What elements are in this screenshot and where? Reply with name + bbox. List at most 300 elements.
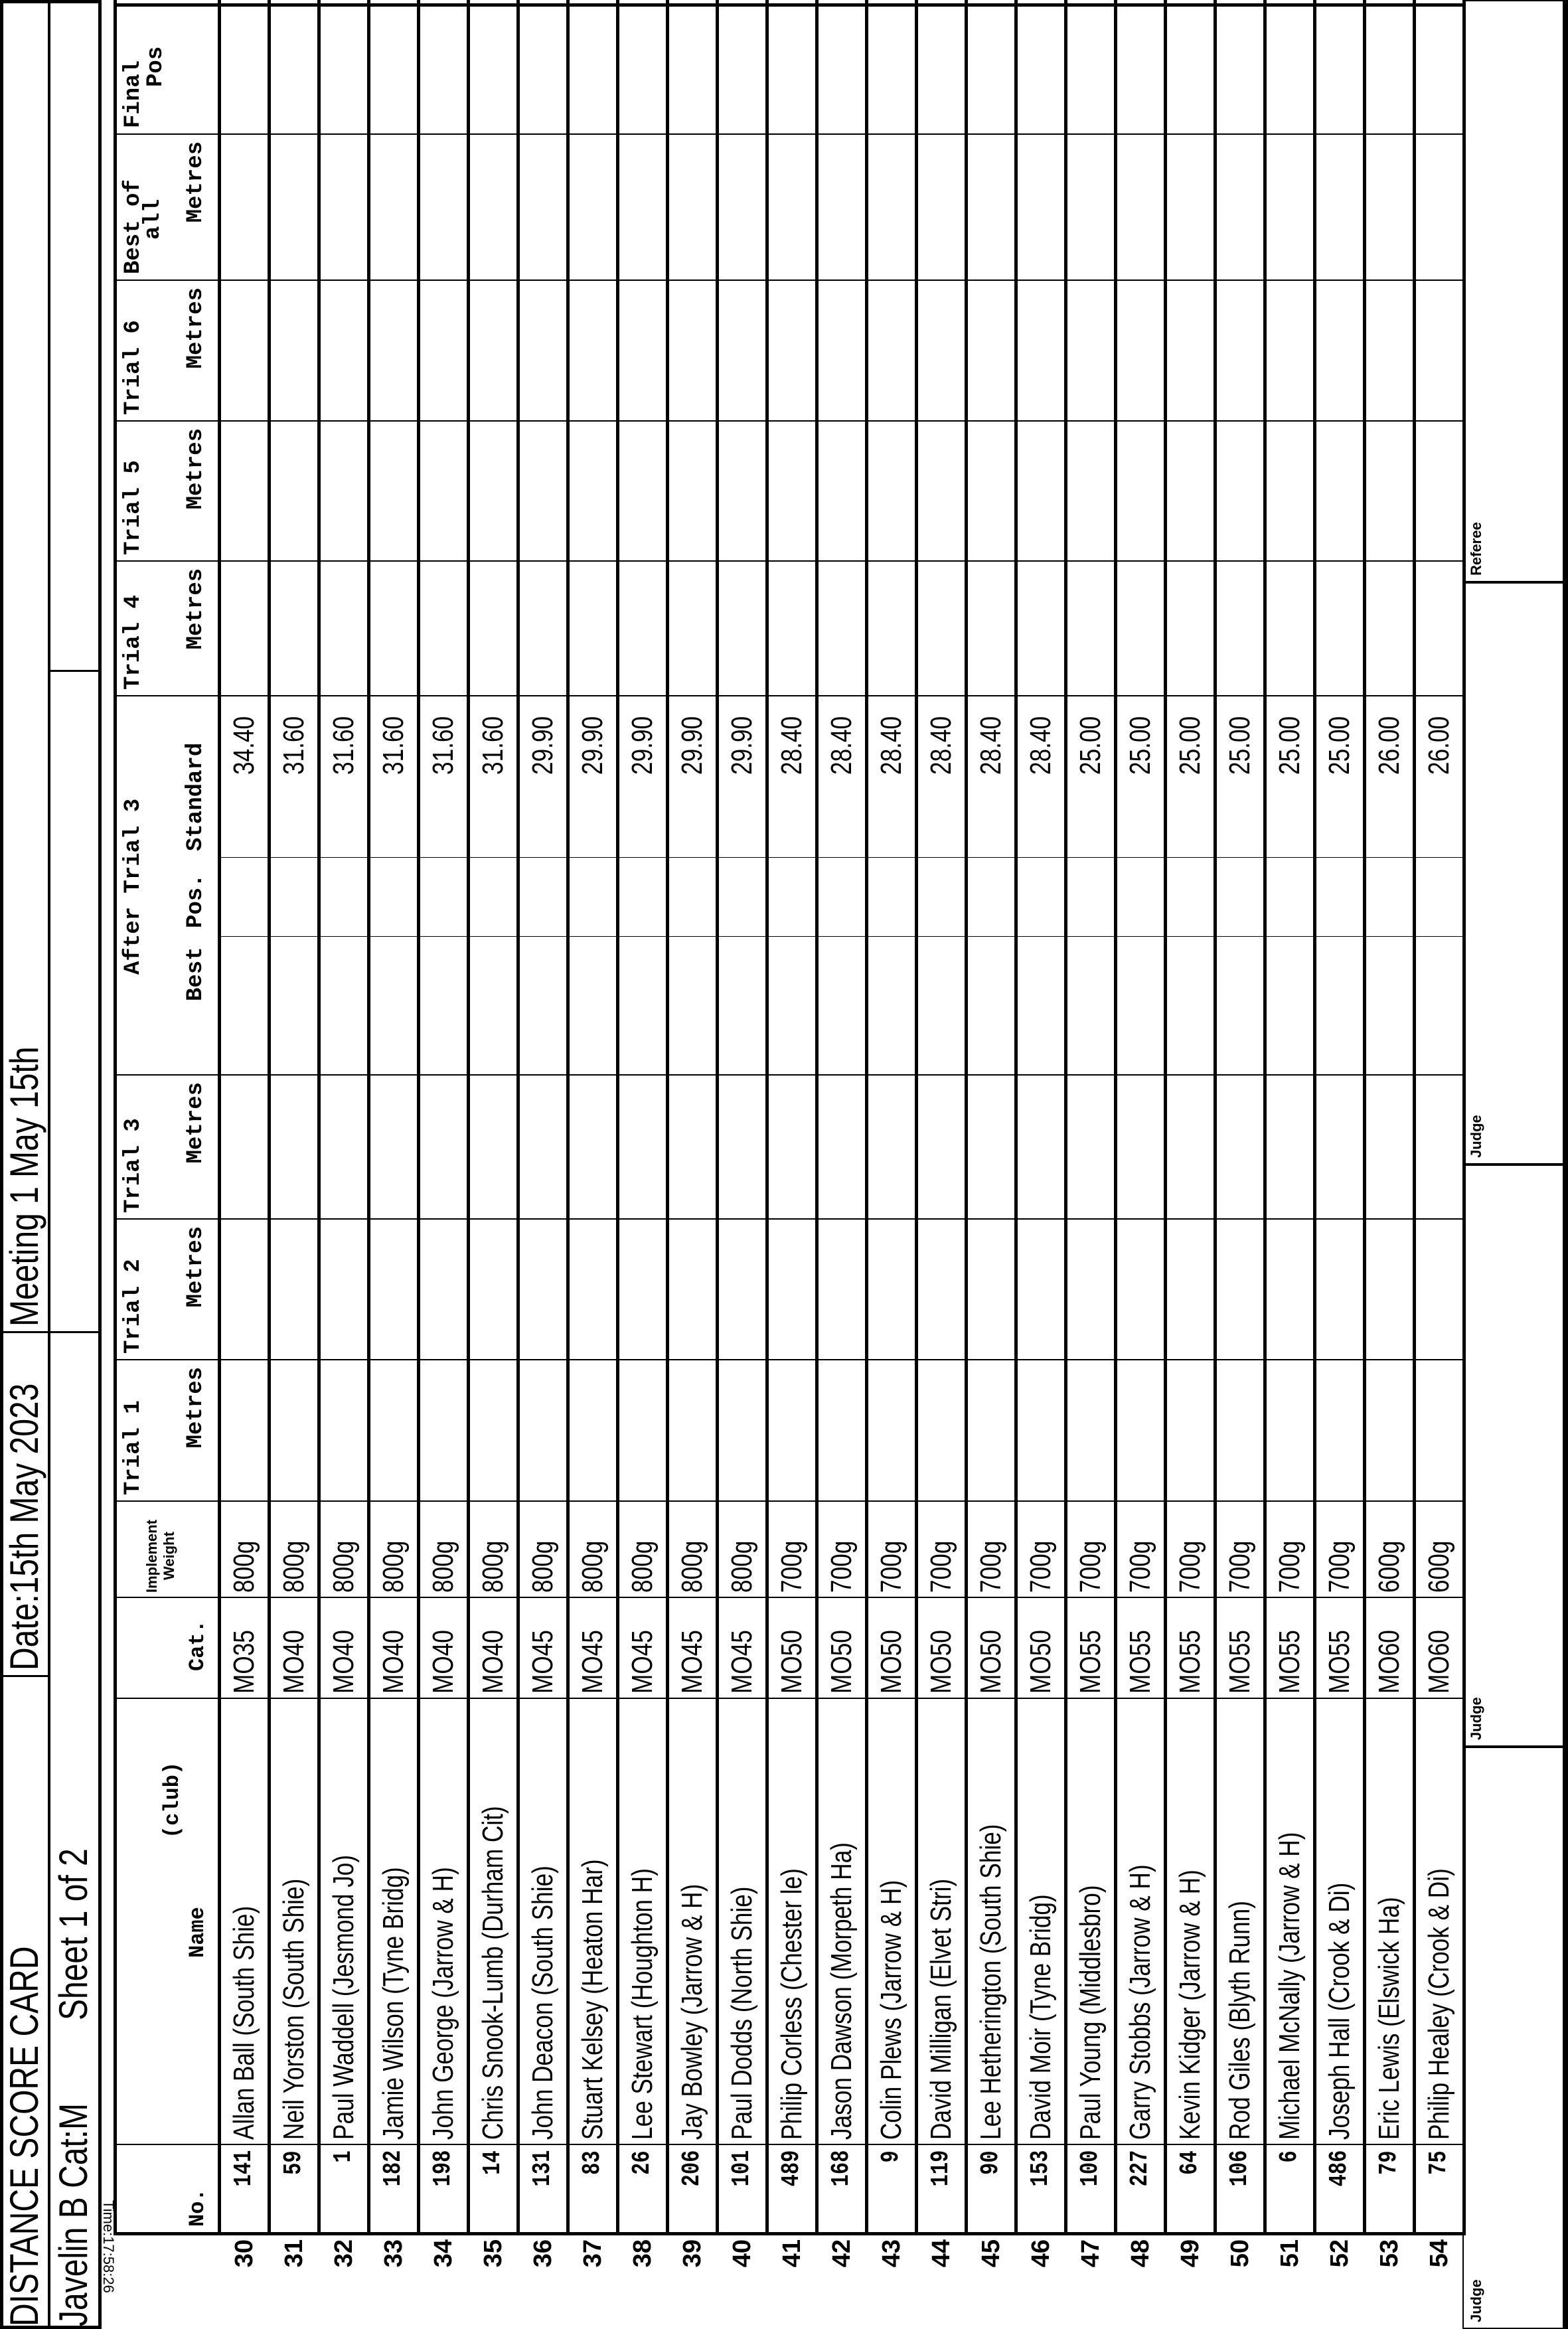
cell-t2[interactable] <box>719 1218 765 1359</box>
cell-t3[interactable] <box>1316 1074 1363 1218</box>
cell-t3[interactable] <box>769 1074 815 1218</box>
table-row <box>1416 0 1466 2268</box>
cell-pos[interactable] <box>1316 857 1363 936</box>
cell-bestall[interactable] <box>271 133 317 280</box>
cell-t1[interactable] <box>918 1359 965 1500</box>
standard-value: 28.40 <box>875 716 907 775</box>
cell-pos[interactable] <box>1067 857 1114 936</box>
cell-t2[interactable] <box>868 1218 915 1359</box>
cell-t6[interactable] <box>769 280 815 420</box>
cell-best[interactable] <box>1316 936 1363 1074</box>
weight-value: 800g <box>377 1540 410 1593</box>
cell-t3[interactable] <box>1067 1074 1114 1218</box>
cell-t5[interactable] <box>968 420 1014 560</box>
metres-label: Metres <box>183 1082 208 1164</box>
cell-t2[interactable] <box>1267 1218 1313 1359</box>
cell-pos[interactable] <box>819 857 865 936</box>
cell-final[interactable] <box>520 3 566 133</box>
cell-final[interactable] <box>918 3 965 133</box>
cell-cat <box>321 1597 367 1698</box>
cell-best[interactable] <box>619 936 666 1074</box>
cell-standard <box>420 695 467 857</box>
cell-final[interactable] <box>1267 3 1313 133</box>
cell-t3[interactable] <box>1167 1074 1214 1218</box>
cell-t4[interactable] <box>420 560 467 695</box>
cell-best[interactable] <box>520 936 566 1074</box>
cell-t6[interactable] <box>370 280 417 420</box>
cell-final[interactable] <box>1067 3 1114 133</box>
cell-pos[interactable] <box>1167 857 1214 936</box>
cell-t5[interactable] <box>221 420 268 560</box>
cell-t5[interactable] <box>470 420 516 560</box>
cell-t3[interactable] <box>719 1074 765 1218</box>
cell-t2[interactable] <box>370 1218 417 1359</box>
cell-t6[interactable] <box>271 280 317 420</box>
cell-no <box>719 2144 765 2232</box>
cell-best[interactable] <box>420 936 467 1074</box>
cell-best[interactable] <box>1217 936 1263 1074</box>
cell-bestall[interactable] <box>918 133 965 280</box>
cell-best[interactable] <box>1067 936 1114 1074</box>
cell-t5[interactable] <box>918 420 965 560</box>
cell-cat <box>370 1597 417 1698</box>
cell-pos[interactable] <box>669 857 716 936</box>
cell-t5[interactable] <box>1267 420 1313 560</box>
cell-t6[interactable] <box>968 280 1014 420</box>
cell-t2[interactable] <box>968 1218 1014 1359</box>
cell-t2[interactable] <box>470 1218 516 1359</box>
cell-final[interactable] <box>370 3 417 133</box>
metres-label: Metres <box>183 287 208 369</box>
cell-t1[interactable] <box>1366 1359 1413 1500</box>
cell-t3[interactable] <box>271 1074 317 1218</box>
cell-name <box>321 1698 367 2144</box>
cell-final[interactable] <box>669 3 716 133</box>
cell-pos[interactable] <box>1267 857 1313 936</box>
cell-t3[interactable] <box>1117 1074 1164 1218</box>
cell-pos[interactable] <box>918 857 965 936</box>
cell-bestall[interactable] <box>370 133 417 280</box>
cell-best[interactable] <box>918 936 965 1074</box>
cell-t2[interactable] <box>918 1218 965 1359</box>
cell-t4[interactable] <box>570 560 616 695</box>
cell-t4[interactable] <box>1316 560 1363 695</box>
standard-value: 28.40 <box>1024 716 1057 775</box>
cell-final[interactable] <box>1167 3 1214 133</box>
cell-name <box>370 1698 417 2144</box>
cell-t4[interactable] <box>1067 560 1114 695</box>
cell-t6[interactable] <box>570 280 616 420</box>
cell-t2[interactable] <box>669 1218 716 1359</box>
cell-bestall[interactable] <box>420 133 467 280</box>
cell-t2[interactable] <box>819 1218 865 1359</box>
cell-final[interactable] <box>420 3 467 133</box>
cell-t4[interactable] <box>1167 560 1214 695</box>
cell-t6[interactable] <box>520 280 566 420</box>
cell-t1[interactable] <box>370 1359 417 1500</box>
signature-box-judge[interactable] <box>1462 582 1564 1164</box>
no-value: 168 <box>827 2150 856 2187</box>
cell-t2[interactable] <box>1167 1218 1214 1359</box>
cell-bestall[interactable] <box>570 133 616 280</box>
cell-final[interactable] <box>619 3 666 133</box>
signature-box-judge[interactable] <box>1462 1747 1564 2329</box>
cell-t2[interactable] <box>769 1218 815 1359</box>
cell-t3[interactable] <box>918 1074 965 1218</box>
cell-pos[interactable] <box>420 857 467 936</box>
cell-t3[interactable] <box>968 1074 1014 1218</box>
no-value: 206 <box>678 2150 706 2187</box>
cell-cat <box>1366 1597 1413 1698</box>
cell-name <box>968 1698 1014 2144</box>
cell-t4[interactable] <box>968 560 1014 695</box>
cell-pos[interactable] <box>719 857 765 936</box>
cell-pos[interactable] <box>221 857 268 936</box>
cell-t1[interactable] <box>271 1359 317 1500</box>
cell-pos[interactable] <box>769 857 815 936</box>
cell-best[interactable] <box>719 936 765 1074</box>
cell-pos[interactable] <box>1416 857 1462 936</box>
cell-t4[interactable] <box>1217 560 1263 695</box>
cell-bestall[interactable] <box>1267 133 1313 280</box>
cell-t4[interactable] <box>918 560 965 695</box>
cell-pos[interactable] <box>1217 857 1263 936</box>
cell-pos[interactable] <box>321 857 367 936</box>
cat-value: MO55 <box>1074 1630 1107 1694</box>
cell-t1[interactable] <box>1117 1359 1164 1500</box>
standard-value: 29.90 <box>676 716 708 775</box>
cell-bestall[interactable] <box>470 133 516 280</box>
cell-name <box>868 1698 915 2144</box>
cell-best[interactable] <box>271 936 317 1074</box>
cell-best[interactable] <box>1416 936 1462 1074</box>
cell-t6[interactable] <box>1018 280 1064 420</box>
cell-t1[interactable] <box>1316 1359 1363 1500</box>
cell-t4[interactable] <box>1366 560 1413 695</box>
cell-t3[interactable] <box>619 1074 666 1218</box>
cell-t1[interactable] <box>619 1359 666 1500</box>
cell-t4[interactable] <box>719 560 765 695</box>
cell-final[interactable] <box>321 3 367 133</box>
cell-t3[interactable] <box>520 1074 566 1218</box>
table-row <box>470 0 520 2268</box>
cell-t6[interactable] <box>619 280 666 420</box>
cell-t5[interactable] <box>1416 420 1462 560</box>
cell-t6[interactable] <box>470 280 516 420</box>
cell-t3[interactable] <box>1366 1074 1413 1218</box>
cell-t6[interactable] <box>1316 280 1363 420</box>
cell-bestall[interactable] <box>1067 133 1114 280</box>
cell-best[interactable] <box>470 936 516 1074</box>
cell-pos[interactable] <box>570 857 616 936</box>
cell-best[interactable] <box>1366 936 1413 1074</box>
cell-t6[interactable] <box>1217 280 1263 420</box>
cell-t5[interactable] <box>271 420 317 560</box>
cell-standard <box>271 695 317 857</box>
all-label: all <box>141 199 166 240</box>
cell-t2[interactable] <box>221 1218 268 1359</box>
cell-t3[interactable] <box>221 1074 268 1218</box>
cell-pos[interactable] <box>1366 857 1413 936</box>
cell-final[interactable] <box>1316 3 1363 133</box>
cell-t6[interactable] <box>1366 280 1413 420</box>
cell-t6[interactable] <box>321 280 367 420</box>
cell-t5[interactable] <box>719 420 765 560</box>
cell-t1[interactable] <box>819 1359 865 1500</box>
cell-t2[interactable] <box>1416 1218 1462 1359</box>
cell-t6[interactable] <box>420 280 467 420</box>
cell-t1[interactable] <box>1416 1359 1462 1500</box>
cell-best[interactable] <box>1018 936 1064 1074</box>
cell-no <box>1267 2144 1313 2232</box>
cell-final[interactable] <box>1416 3 1462 133</box>
col-no-label: No. <box>185 2188 210 2227</box>
cell-t1[interactable] <box>1167 1359 1214 1500</box>
cell-bestall[interactable] <box>619 133 666 280</box>
cell-final[interactable] <box>719 3 765 133</box>
cell-best[interactable] <box>370 936 417 1074</box>
signature-box-referee[interactable] <box>1462 0 1564 582</box>
standard-value: 31.60 <box>327 716 360 775</box>
cell-bestall[interactable] <box>1416 133 1462 280</box>
name-value: Rod Giles (Blyth Runn) <box>1223 1901 1256 2140</box>
cell-t4[interactable] <box>1416 560 1462 695</box>
cell-bestall[interactable] <box>769 133 815 280</box>
no-value: 198 <box>429 2150 457 2187</box>
cell-t1[interactable] <box>321 1359 367 1500</box>
cell-t5[interactable] <box>769 420 815 560</box>
cell-pos[interactable] <box>968 857 1014 936</box>
cell-best[interactable] <box>669 936 716 1074</box>
cell-pos[interactable] <box>1117 857 1164 936</box>
cell-t6[interactable] <box>1067 280 1114 420</box>
cell-bestall[interactable] <box>1018 133 1064 280</box>
cell-t5[interactable] <box>1018 420 1064 560</box>
cell-final[interactable] <box>968 3 1014 133</box>
cell-best[interactable] <box>570 936 616 1074</box>
cell-best[interactable] <box>769 936 815 1074</box>
cell-best[interactable] <box>1117 936 1164 1074</box>
cell-t2[interactable] <box>1117 1218 1164 1359</box>
cell-best[interactable] <box>321 936 367 1074</box>
cell-t3[interactable] <box>321 1074 367 1218</box>
cell-t3[interactable] <box>370 1074 417 1218</box>
cell-t3[interactable] <box>1416 1074 1462 1218</box>
cell-final[interactable] <box>1217 3 1263 133</box>
cell-bestall[interactable] <box>819 133 865 280</box>
table-row <box>1018 0 1067 2268</box>
cell-t5[interactable] <box>819 420 865 560</box>
cell-t1[interactable] <box>719 1359 765 1500</box>
cell-t6[interactable] <box>918 280 965 420</box>
cell-t6[interactable] <box>1416 280 1462 420</box>
cell-t4[interactable] <box>520 560 566 695</box>
cell-t4[interactable] <box>669 560 716 695</box>
trial-5-label: Trial 5 <box>121 460 146 555</box>
cell-t4[interactable] <box>1267 560 1313 695</box>
cell-pos[interactable] <box>470 857 516 936</box>
cell-pos[interactable] <box>1018 857 1064 936</box>
cell-t2[interactable] <box>1217 1218 1263 1359</box>
cell-t1[interactable] <box>420 1359 467 1500</box>
cell-t2[interactable] <box>1018 1218 1064 1359</box>
cell-t6[interactable] <box>669 280 716 420</box>
cell-cat <box>769 1597 815 1698</box>
cell-final[interactable] <box>1366 3 1413 133</box>
cell-t5[interactable] <box>420 420 467 560</box>
cell-pos[interactable] <box>619 857 666 936</box>
cell-t5[interactable] <box>570 420 616 560</box>
cell-bestall[interactable] <box>1316 133 1363 280</box>
cell-t2[interactable] <box>1316 1218 1363 1359</box>
cell-bestall[interactable] <box>1117 133 1164 280</box>
cell-t3[interactable] <box>570 1074 616 1218</box>
cell-t4[interactable] <box>769 560 815 695</box>
cell-final[interactable] <box>570 3 616 133</box>
cell-t3[interactable] <box>470 1074 516 1218</box>
cell-weight <box>1366 1500 1413 1597</box>
cell-t4[interactable] <box>819 560 865 695</box>
cell-bestall[interactable] <box>1167 133 1214 280</box>
cell-bestall[interactable] <box>221 133 268 280</box>
cell-t3[interactable] <box>1267 1074 1313 1218</box>
cell-t1[interactable] <box>1067 1359 1114 1500</box>
cell-t3[interactable] <box>1018 1074 1064 1218</box>
line-number: 54 <box>1425 2239 1453 2268</box>
cell-pos[interactable] <box>868 857 915 936</box>
cell-t2[interactable] <box>1366 1218 1413 1359</box>
cell-t6[interactable] <box>1267 280 1313 420</box>
cell-t1[interactable] <box>1217 1359 1263 1500</box>
cell-t5[interactable] <box>1366 420 1413 560</box>
cell-t1[interactable] <box>769 1359 815 1500</box>
cell-pos[interactable] <box>520 857 566 936</box>
cell-t5[interactable] <box>1167 420 1214 560</box>
cell-t6[interactable] <box>1117 280 1164 420</box>
cell-t5[interactable] <box>1217 420 1263 560</box>
cell-t5[interactable] <box>1067 420 1114 560</box>
cell-t4[interactable] <box>221 560 268 695</box>
no-value: 83 <box>578 2150 607 2175</box>
cell-t2[interactable] <box>619 1218 666 1359</box>
cell-t5[interactable] <box>370 420 417 560</box>
cell-t2[interactable] <box>520 1218 566 1359</box>
table-row <box>570 0 619 2268</box>
cell-t1[interactable] <box>868 1359 915 1500</box>
cell-t4[interactable] <box>321 560 367 695</box>
cell-t5[interactable] <box>868 420 915 560</box>
cell-final[interactable] <box>769 3 815 133</box>
cell-standard <box>1316 695 1363 857</box>
cell-bestall[interactable] <box>719 133 765 280</box>
cell-best[interactable] <box>221 936 268 1074</box>
cell-final[interactable] <box>470 3 516 133</box>
cell-t3[interactable] <box>868 1074 915 1218</box>
cat-value: MO45 <box>626 1630 659 1694</box>
cell-t2[interactable] <box>271 1218 317 1359</box>
cell-t3[interactable] <box>819 1074 865 1218</box>
cell-final[interactable] <box>271 3 317 133</box>
cell-t1[interactable] <box>570 1359 616 1500</box>
cell-best[interactable] <box>1267 936 1313 1074</box>
cell-t5[interactable] <box>321 420 367 560</box>
cell-bestall[interactable] <box>1217 133 1263 280</box>
cell-final[interactable] <box>1018 3 1064 133</box>
standard-value: 26.00 <box>1373 716 1405 775</box>
table-row <box>1167 0 1217 2268</box>
cell-t1[interactable] <box>1018 1359 1064 1500</box>
cell-final[interactable] <box>868 3 915 133</box>
cell-t5[interactable] <box>1117 420 1164 560</box>
cat-value: MO45 <box>526 1630 559 1694</box>
cell-t6[interactable] <box>868 280 915 420</box>
cell-t4[interactable] <box>470 560 516 695</box>
cell-best[interactable] <box>868 936 915 1074</box>
table-row <box>1117 0 1167 2268</box>
cell-t6[interactable] <box>819 280 865 420</box>
cell-t3[interactable] <box>1217 1074 1263 1218</box>
cell-t4[interactable] <box>619 560 666 695</box>
cell-t2[interactable] <box>570 1218 616 1359</box>
table-row <box>669 0 719 2268</box>
cell-t2[interactable] <box>321 1218 367 1359</box>
cell-t2[interactable] <box>420 1218 467 1359</box>
cell-t1[interactable] <box>470 1359 516 1500</box>
cell-t4[interactable] <box>1117 560 1164 695</box>
cell-t5[interactable] <box>1316 420 1363 560</box>
cell-t1[interactable] <box>669 1359 716 1500</box>
cell-t4[interactable] <box>868 560 915 695</box>
signature-box-judge[interactable] <box>1462 1164 1564 1747</box>
cell-final[interactable] <box>819 3 865 133</box>
cell-bestall[interactable] <box>520 133 566 280</box>
cell-pos[interactable] <box>370 857 417 936</box>
cell-t6[interactable] <box>221 280 268 420</box>
cell-t5[interactable] <box>520 420 566 560</box>
cell-pos[interactable] <box>271 857 317 936</box>
cell-bestall[interactable] <box>1366 133 1413 280</box>
cell-name <box>918 1698 965 2144</box>
cell-bestall[interactable] <box>868 133 915 280</box>
cell-final[interactable] <box>221 3 268 133</box>
cell-t5[interactable] <box>669 420 716 560</box>
cell-t4[interactable] <box>370 560 417 695</box>
cell-t5[interactable] <box>619 420 666 560</box>
cell-t4[interactable] <box>1018 560 1064 695</box>
cell-bestall[interactable] <box>968 133 1014 280</box>
cell-bestall[interactable] <box>669 133 716 280</box>
cell-t1[interactable] <box>968 1359 1014 1500</box>
cell-no <box>470 2144 516 2232</box>
name-value: Lee Hetherington (South Shie) <box>975 1824 1007 2140</box>
cell-t3[interactable] <box>420 1074 467 1218</box>
cell-t1[interactable] <box>221 1359 268 1500</box>
no-value: 79 <box>1375 2150 1403 2175</box>
table-row <box>271 0 321 2268</box>
cell-t6[interactable] <box>1167 280 1214 420</box>
cell-best[interactable] <box>819 936 865 1074</box>
cell-t3[interactable] <box>669 1074 716 1218</box>
cell-final[interactable] <box>1117 3 1164 133</box>
cell-t2[interactable] <box>1067 1218 1114 1359</box>
cell-best[interactable] <box>968 936 1014 1074</box>
cell-t1[interactable] <box>1267 1359 1313 1500</box>
cell-t1[interactable] <box>520 1359 566 1500</box>
cell-t6[interactable] <box>719 280 765 420</box>
cell-best[interactable] <box>1167 936 1214 1074</box>
cell-t4[interactable] <box>271 560 317 695</box>
cell-bestall[interactable] <box>321 133 367 280</box>
